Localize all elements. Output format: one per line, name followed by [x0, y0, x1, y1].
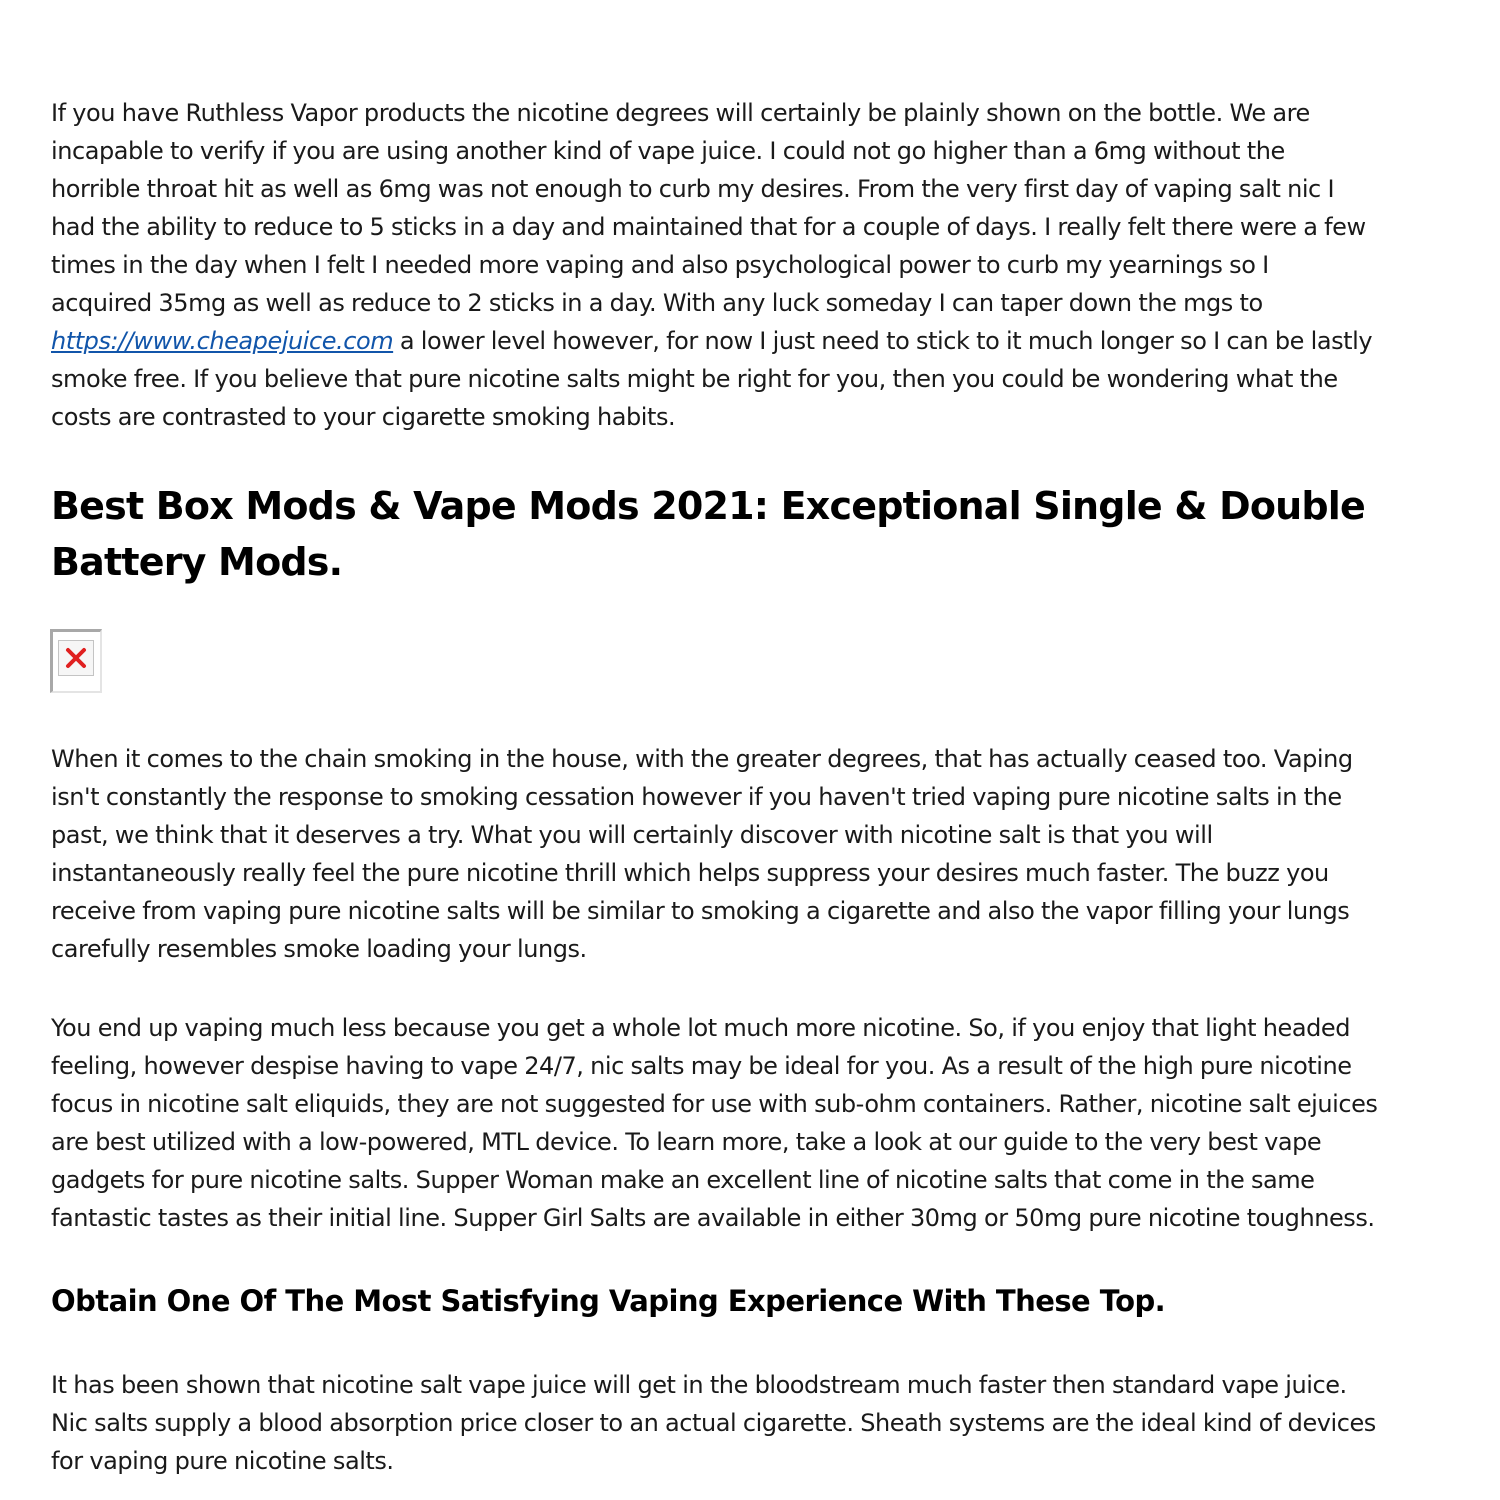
text-line: focus in nicotine salt eliquids, they are not suggested for use with sub-ohm containers. Rather, nicotine salt ejuices [51, 1090, 1378, 1118]
text-line: for vaping pure nicotine salts. [51, 1447, 394, 1475]
section-heading-best-box-mods [51, 478, 1365, 590]
text-line: You end up vaping much less because you get a whole lot much more nicotine. So, if you enjoy that light headed [51, 1014, 1350, 1042]
text-line: are best utilized with a low-powered, MTL device. To learn more, take a look at our guide to the very best vape [51, 1128, 1322, 1156]
broken-image-icon [58, 640, 94, 676]
text-line: horrible throat hit as well as 6mg was not enough to curb my desires. From the very first day of vaping salt nic I [51, 175, 1335, 203]
cheapejuice-link[interactable]: https://www.cheapejuice.com [51, 327, 394, 355]
heading-line: Best Box Mods & Vape Mods 2021: Exceptional Single & Double [51, 484, 1365, 528]
text-after-link: a lower level however, for now I just need to stick to it much longer so I can be lastly [393, 327, 1373, 355]
text-line: had the ability to reduce to 5 sticks in a day and maintained that for a couple of days. I really felt there were a few [51, 213, 1366, 241]
text-line: fantastic tastes as their initial line. Supper Girl Salts are available in either 30mg or 50mg pure nicotine toughness. [51, 1204, 1375, 1232]
paragraph-1 [51, 94, 1451, 436]
text-line: past, we think that it deserves a try. What you will certainly discover with nicotine salt is that you will [51, 821, 1213, 849]
text-line: gadgets for pure nicotine salts. Supper Woman make an excellent line of nicotine salts that come in the same [51, 1166, 1315, 1194]
text-line: receive from vaping pure nicotine salts will be similar to smoking a cigarette and also the vapor filling your lungs [51, 897, 1350, 925]
text-line: When it comes to the chain smoking in the house, with the greater degrees, that has actually ceased too. Vaping [51, 745, 1353, 773]
red-x-icon [59, 641, 93, 675]
text-line: isn't constantly the response to smoking cessation however if you haven't tried vaping pure nicotine salts in the [51, 783, 1342, 811]
heading-line: Battery Mods. [51, 540, 343, 584]
text-line: smoke free. If you believe that pure nicotine salts might be right for you, then you could be wondering what the [51, 365, 1338, 393]
text-line: instantaneously really feel the pure nicotine thrill which helps suppress your desires much faster. The buzz you [51, 859, 1329, 887]
paragraph-3 [51, 1009, 1451, 1237]
section-heading-obtain-satisfying: Obtain One Of The Most Satisfying Vaping Experience With These Top. [51, 1284, 1166, 1318]
text-line: feeling, however despise having to vape 24/7, nic salts may be ideal for you. As a result of the high pure nicotine [51, 1052, 1352, 1080]
text-line-with-link [51, 322, 1451, 360]
text-line: costs are contrasted to your cigarette smoking habits. [51, 403, 676, 431]
paragraph-4 [51, 1366, 1451, 1480]
paragraph-2 [51, 740, 1451, 968]
broken-image-placeholder [50, 629, 102, 693]
text-line: incapable to verify if you are using another kind of vape juice. I could not go higher than a 6mg without the [51, 137, 1285, 165]
text-line: It has been shown that nicotine salt vape juice will get in the bloodstream much faster then standard vape juice. [51, 1371, 1347, 1399]
text-line: carefully resembles smoke loading your lungs. [51, 935, 587, 963]
text-line: Nic salts supply a blood absorption price closer to an actual cigarette. Sheath systems are the ideal kind of devices [51, 1409, 1376, 1437]
text-line: times in the day when I felt I needed more vaping and also psychological power to curb my yearnings so I [51, 251, 1269, 279]
text-line: acquired 35mg as well as reduce to 2 sticks in a day. With any luck someday I can taper down the mgs to [51, 289, 1263, 317]
text-line: If you have Ruthless Vapor products the nicotine degrees will certainly be plainly shown on the bottle. We are [51, 99, 1310, 127]
